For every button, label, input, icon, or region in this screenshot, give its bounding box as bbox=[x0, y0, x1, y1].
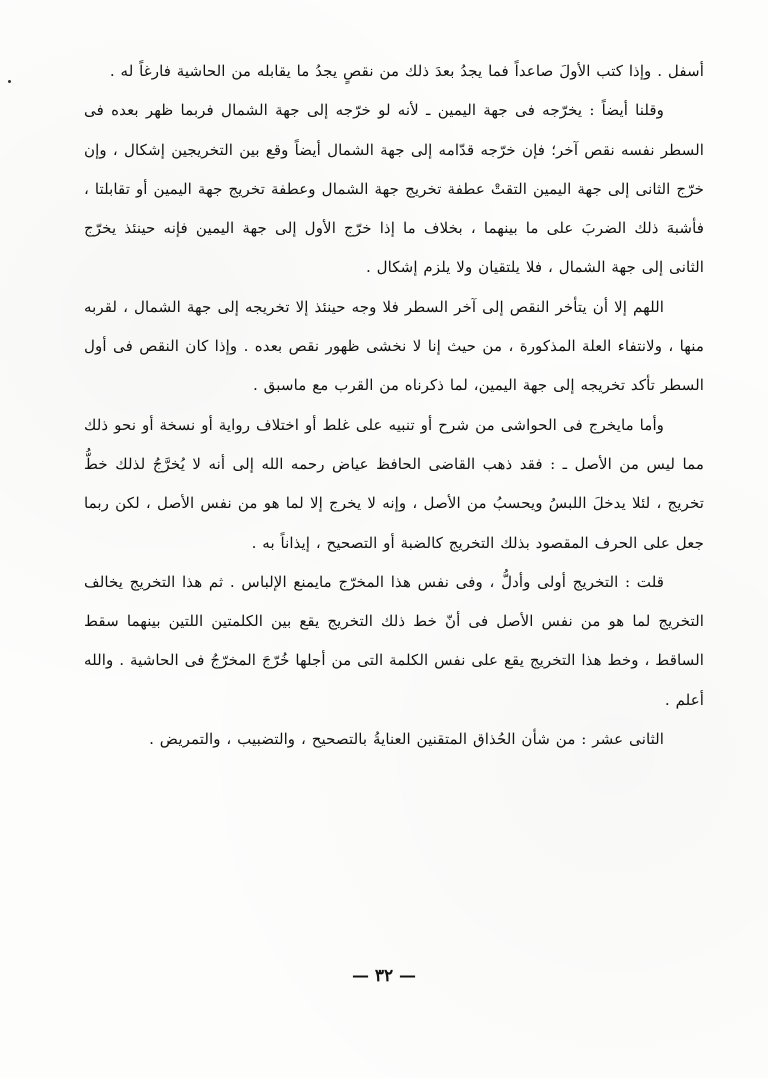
paragraph-6: الثانى عشر : من شأن الحُذاق المتقنين العنايةُ بالتصحيح ، والتضبيب ، والتمريض . bbox=[149, 730, 664, 749]
margin-mark bbox=[8, 80, 11, 83]
paragraph-1: أسفل . وإذا كتب الأولَ صاعداً فما يجدُ بعدَ ذلك من نقصٍ يجدُ ما يقابله من الحاشية فارغاً له . bbox=[109, 62, 704, 80]
paragraph-4: وأما مايخرج فى الحواشى من شرح أو تنبيه على غلط أو اختلاف رواية أو نسخة أو نحو ذلك مما ليس من الأصل ـ : فقد ذهب القاضى الحافظ عياض رحمه الله إلى أنه لا يُخرَّجُ لذلك خطُّ تخريج ، لئلا يدخلَ اللبسُ ويحسبُ من الأصل ، وإنه لا يخرج إلا لما هو من نفس الأصل ، لكن ربما جعل على الحرف المقصود بذلك التخريج كالضبة أو التصحيح ، إيذاناً به . bbox=[84, 415, 704, 552]
paragraph-2: وقلنا أيضاً : يخرّجه فى جهة اليمين ـ لأنه لو خرّجه إلى جهة الشمال فربما ظهر بعده فى السطر نفسه نقص آخر؛ فإن خرّجه قدّامه إلى جهة الشمال أيضاً وقع بين التخريجين إشكال ، وإن خرّج الثانى إلى جهة اليمين التقتْ عطفة تخريج جهة الشمال وعطفة تخريج جهة اليمين أو تقابلتا ، فأشبهَ ذلك الضربَ على ما بينهما ، بخلاف ما إذا خرّج الأول إلى جهة اليمين فإنه حينئذ يخرّج الثانى إلى جهة الشمال ، فلا يلتقيان ولا يلزم إشكال . bbox=[84, 101, 704, 277]
page-number: — ٣٢ — bbox=[351, 966, 417, 986]
body-text bbox=[84, 52, 704, 759]
paragraph-3: اللهم إلا أن يتأخر النقص إلى آخر السطر فلا وجه حينئذ إلا تخريجه إلى جهة الشمال ، لقربه منها ، ولانتفاء العلة المذكورة ، من حيث إنا لا نخشى ظهور نقص بعده . وإذا كان النقص فى أول السطر تأكد تخريجه إلى جهة اليمين، لما ذكرناه من القرب مع ماسبق . bbox=[84, 297, 704, 395]
paragraph-5: قلت : التخريج أولى وأدلُّ ، وفى نفس هذا المخرّج مايمنع الإلباس . ثم هذا التخريج يخالف التخريج لما هو من نفس الأصل فى أنّ خط ذلك التخريج يقع بين الكلمتين اللتين بينهما سقط الساقط ، وخط هذا التخريج يقع على نفس الكلمة التى من أجلها خُرّجَ المخرّجُ فى الحاشية . والله أعلم . bbox=[84, 572, 704, 709]
